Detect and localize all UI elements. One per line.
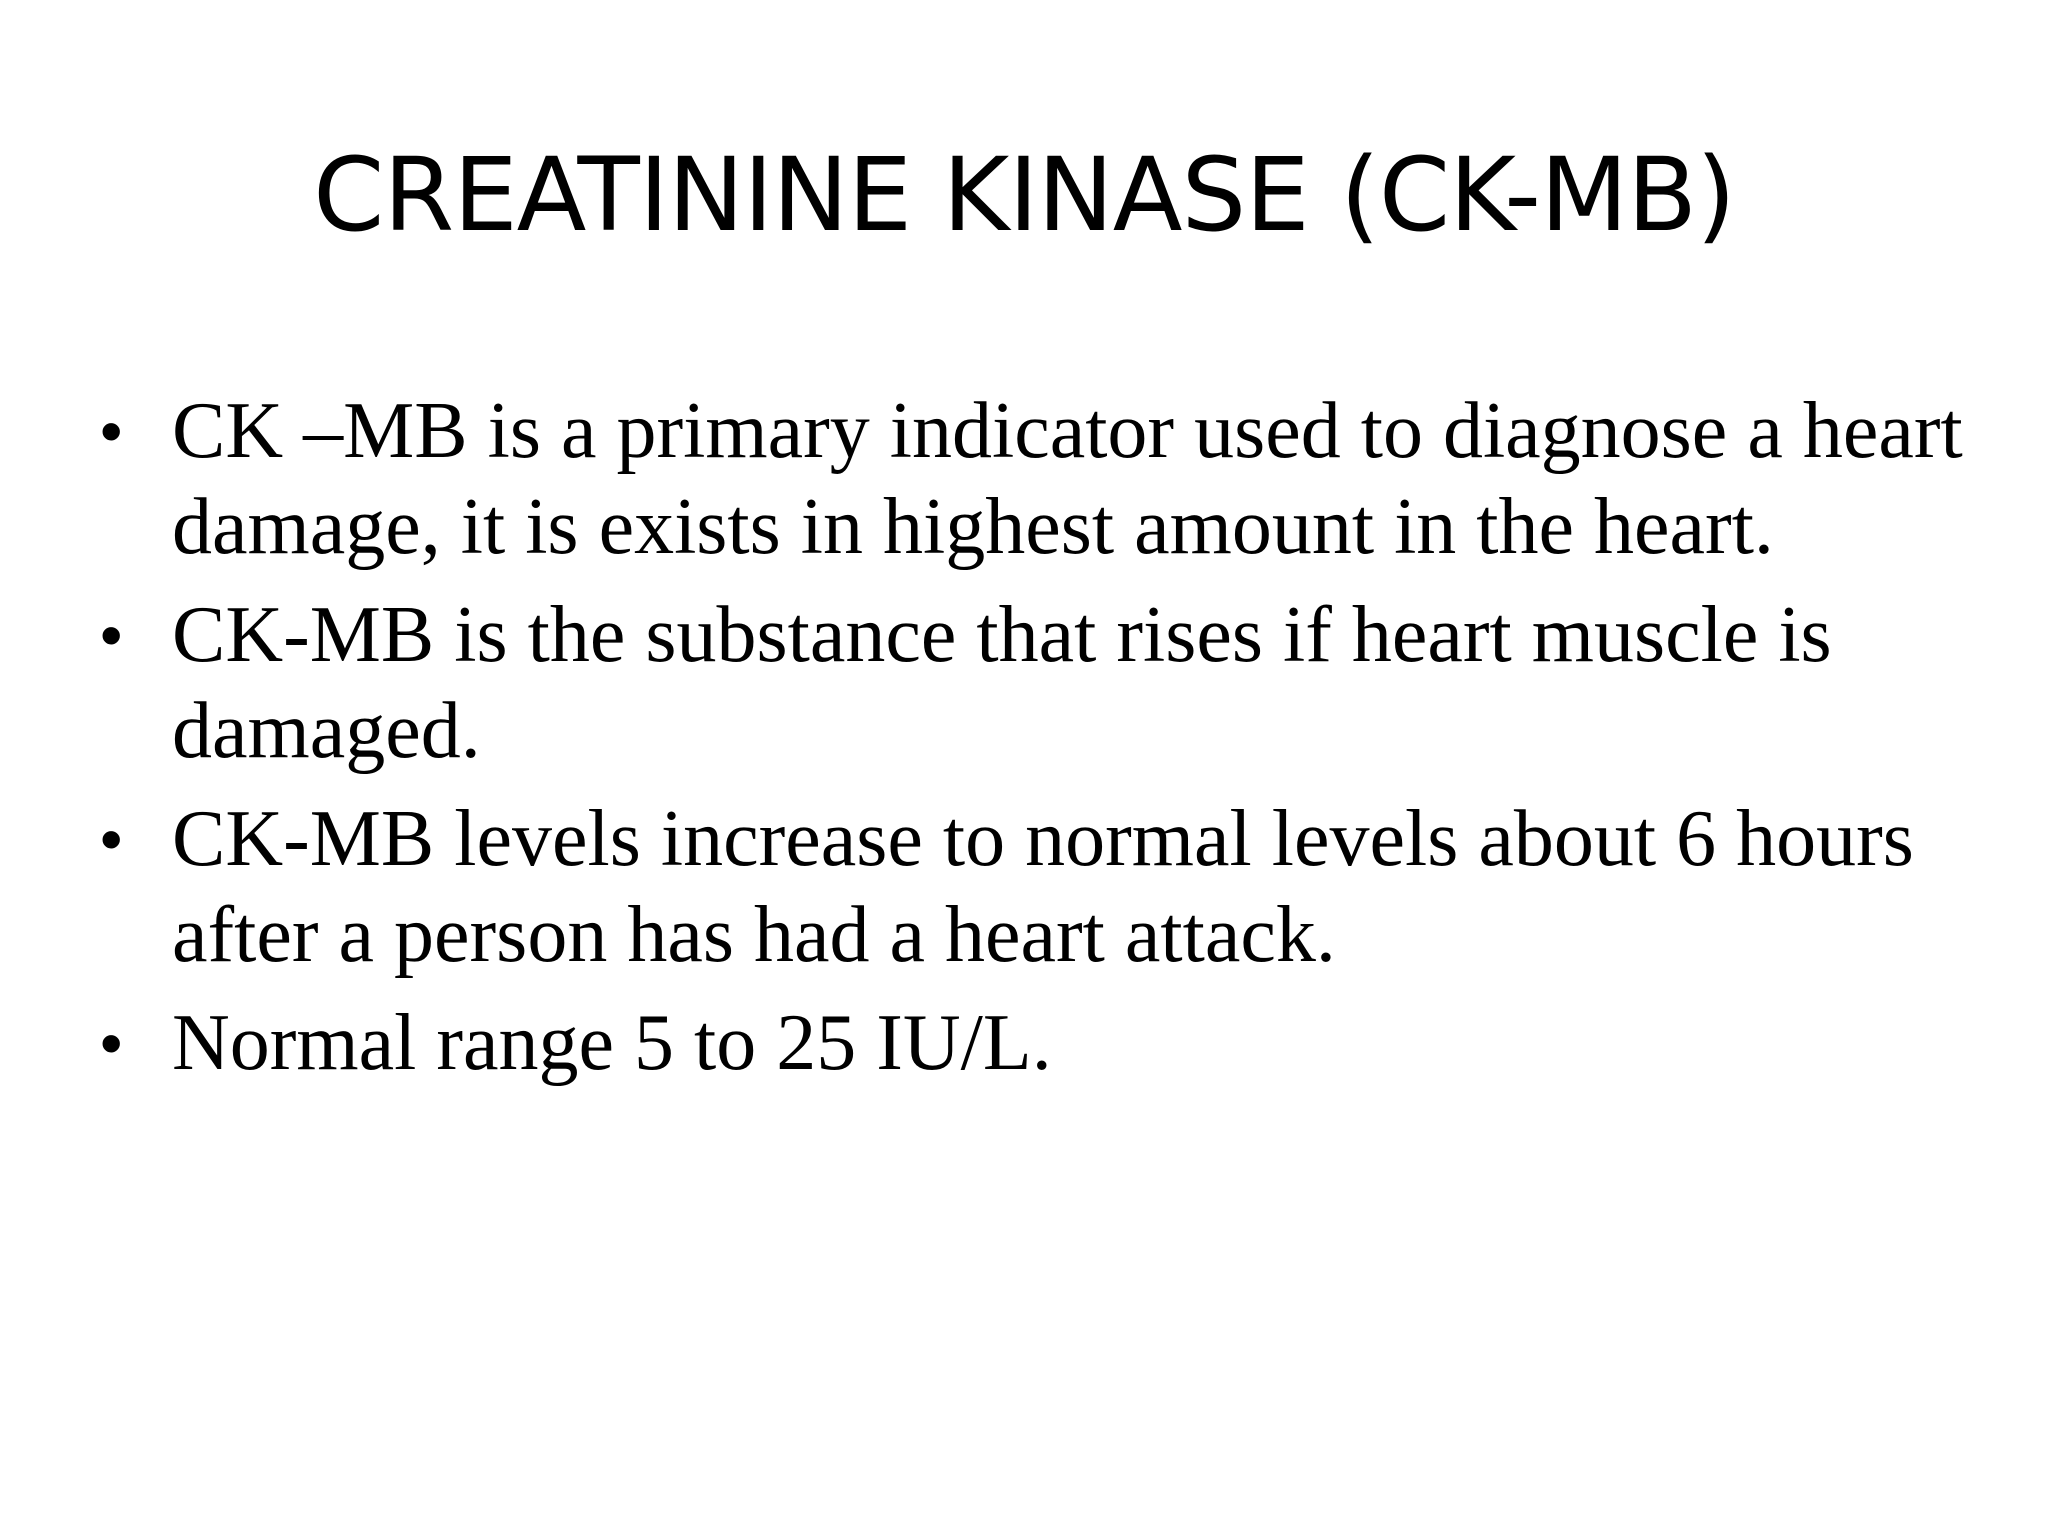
bullet-text: Normal range 5 to 25 IU/L. [172, 999, 1052, 1087]
bullet-text: CK-MB is the substance that rises if heart muscle is damaged. [172, 591, 1832, 775]
bullet-item [100, 791, 2000, 983]
bullet-icon: • [100, 599, 123, 671]
bullet-icon: • [100, 395, 123, 467]
bullet-item [100, 587, 2000, 779]
bullet-icon: • [100, 803, 123, 875]
bullet-icon: • [100, 1007, 123, 1079]
slide-title: CREATININE KINASE (CK-MB) [313, 136, 1735, 255]
bullet-item [100, 995, 2000, 1091]
bullet-text: CK –MB is a primary indicator used to diagnose a heart damage, it is exists in highest amount in the heart. [172, 387, 1963, 571]
bullet-text: CK-MB levels increase to normal levels about 6 hours after a person has had a heart attack. [172, 795, 1914, 979]
bullet-item [100, 383, 2000, 575]
bullet-list [100, 383, 2000, 1103]
